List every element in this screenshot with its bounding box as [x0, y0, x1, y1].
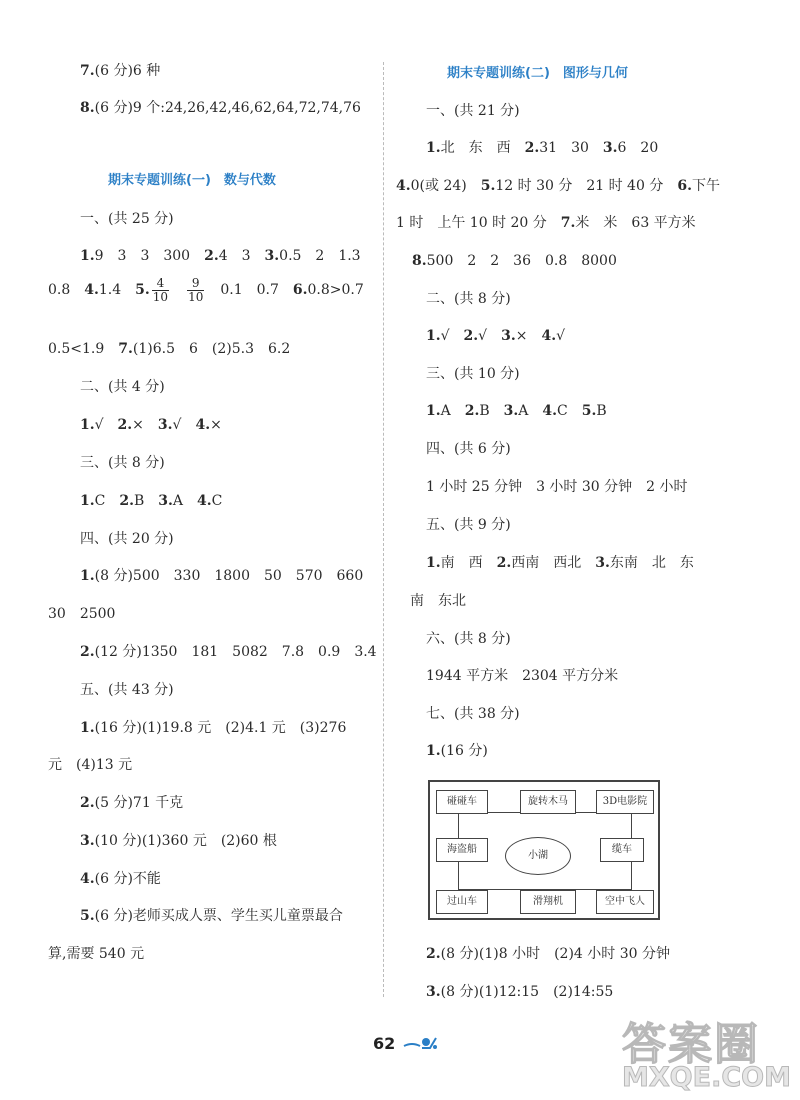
fraction [187, 277, 204, 304]
map-label-box: 滑翔机 [520, 890, 576, 914]
map-label-box: 碰碰车 [436, 790, 488, 814]
part-heading: 四、(共 20 分) [80, 531, 174, 547]
answer-text: 9 3 3 300 [94, 248, 205, 264]
part-heading: 五、(共 9 分) [426, 517, 511, 533]
item-number: 4. [542, 403, 558, 419]
answer-text: (8 分)(1)12:15 (2)14:55 [440, 984, 614, 1000]
answer-text: C [557, 403, 582, 419]
item-number: 3. [602, 140, 618, 156]
item-number: 5. [581, 403, 597, 419]
item-number: 4. [195, 417, 211, 433]
answer-text: (5 分)71 千克 [94, 795, 184, 811]
answer-line [396, 177, 720, 195]
map-label-box: 3D电影院 [596, 790, 654, 814]
item-number: 1. [80, 493, 95, 509]
answer-text: 0.8>0.7 [307, 282, 364, 298]
answer-line: 1944 平方米 2304 平方分米 [426, 668, 619, 684]
answer-line: 算,需要 540 元 [48, 946, 145, 962]
answer-line [80, 247, 361, 265]
answer-line: 1 小时 25 分钟 3 小时 30 分钟 2 小时 [426, 479, 688, 495]
part-heading: 七、(共 38 分) [426, 706, 520, 722]
answer-line [48, 340, 290, 358]
item-number: 2. [496, 555, 512, 571]
part-heading: 二、(共 8 分) [426, 291, 511, 307]
answer-line [80, 567, 363, 585]
answer-text: × [210, 417, 222, 433]
answer-text: 31 30 [539, 140, 603, 156]
item-number: 4. [80, 871, 95, 887]
answer-line [80, 62, 160, 80]
part-heading: 一、(共 25 分) [80, 211, 174, 227]
item-number: 2. [204, 248, 219, 264]
park-map-diagram [428, 780, 660, 920]
answer-text: (16 分)(1)19.8 元 (2)4.1 元 (3)276 [94, 720, 347, 736]
part-heading: 一、(共 21 分) [426, 103, 520, 119]
answer-text: 东南 北 东 [609, 555, 694, 571]
part-heading: 五、(共 43 分) [80, 682, 174, 698]
answer-text: 1 时 上午 10 时 20 分 [396, 215, 561, 231]
answer-text: 0(或 24) [410, 178, 481, 194]
answer-text: 0.5<1.9 [48, 341, 119, 357]
item-number: 1. [426, 403, 441, 419]
answer-line [396, 214, 696, 232]
item-number: 4. [396, 178, 411, 194]
answer-text: 西南 西北 [511, 555, 596, 571]
answer-text: × [515, 328, 542, 344]
answer-line [426, 742, 488, 760]
item-number: 2. [80, 795, 95, 811]
answer-line [426, 327, 565, 345]
map-label-box: 空中飞人 [596, 890, 654, 914]
fraction [152, 277, 169, 304]
item-number: 4. [197, 493, 212, 509]
item-number: 7. [560, 215, 576, 231]
answer-line [426, 945, 670, 963]
answer-text: (6 分)老师买成人票、学生买儿童票最合 [94, 908, 343, 924]
answer-text: (6 分)9 个:24,26,42,46,62,64,72,74,76 [94, 100, 361, 116]
answer-text: (6 分)不能 [94, 871, 161, 887]
fraction-numerator: 9 [187, 277, 204, 291]
answer-line [426, 554, 694, 572]
answer-text: √ [94, 417, 118, 433]
item-number: 1. [80, 417, 95, 433]
answer-text: A [172, 493, 198, 509]
answer-text: C [94, 493, 120, 509]
item-number: 3. [264, 248, 280, 264]
item-number: 3. [157, 417, 173, 433]
answer-line: 30 2500 [48, 606, 116, 622]
page-number: 62 [373, 1034, 396, 1053]
item-number: 3. [503, 403, 519, 419]
part-heading: 三、(共 10 分) [426, 366, 520, 382]
watermark-url: MXQE.COM [622, 1062, 791, 1093]
item-number: 3. [501, 328, 516, 344]
part-heading: 四、(共 6 分) [426, 441, 511, 457]
answer-line [426, 983, 613, 1001]
map-label-box: 过山车 [436, 890, 488, 914]
answer-text: √ [172, 417, 196, 433]
map-label-box: 旋转木马 [520, 790, 576, 814]
answer-text: (6 分)6 种 [94, 63, 161, 79]
answer-line [80, 832, 277, 850]
answer-line [80, 907, 343, 925]
item-number: 3. [158, 493, 173, 509]
answer-line [80, 870, 161, 888]
item-number: 2. [463, 328, 479, 344]
answer-text: 北 东 西 [440, 140, 525, 156]
answer-text: (8 分)(1)8 小时 (2)4 小时 30 分钟 [440, 946, 670, 962]
answer-text: 1.4 [98, 282, 136, 298]
item-number: 6. [292, 282, 308, 298]
answer-text: √ [440, 328, 464, 344]
part-heading: 二、(共 4 分) [80, 379, 165, 395]
item-number: 8. [412, 253, 427, 269]
answer-text: (10 分)(1)360 元 (2)60 根 [94, 833, 277, 849]
item-number: 1. [426, 140, 441, 156]
item-number: 8. [80, 100, 95, 116]
answer-text: 米 米 63 平方米 [575, 215, 696, 231]
answer-text: B [133, 493, 159, 509]
item-number: 3. [426, 984, 441, 1000]
part-heading: 六、(共 8 分) [426, 631, 511, 647]
answer-text: B [596, 403, 607, 419]
item-number: 5. [80, 908, 95, 924]
item-number: 7. [80, 63, 95, 79]
item-number: 3. [595, 555, 610, 571]
answer-line [80, 719, 346, 737]
watermark-logo: 答案圈 [622, 1019, 760, 1070]
answer-text: (8 分)500 330 1800 50 570 660 [94, 568, 364, 584]
item-number: 1. [80, 720, 95, 736]
answer-text: (1)6.5 6 (2)5.3 6.2 [132, 341, 291, 357]
answer-line [412, 252, 617, 270]
item-number: 2. [464, 403, 480, 419]
answer-text: (16 分) [440, 743, 488, 759]
answer-text: B [479, 403, 504, 419]
item-number: 2. [524, 140, 540, 156]
answer-text: (12 分)1350 181 5082 7.8 0.9 3.4 [94, 644, 377, 660]
answer-text: A [440, 403, 465, 419]
fraction-numerator: 4 [152, 277, 169, 291]
item-number: 4. [541, 328, 557, 344]
answer-line [80, 492, 222, 510]
item-number: 1. [426, 743, 441, 759]
item-number: 1. [426, 328, 441, 344]
answer-text: √ [478, 328, 502, 344]
item-number: 4. [84, 282, 99, 298]
map-lake: 小湖 [505, 837, 571, 875]
map-label-box: 缆车 [600, 838, 644, 862]
item-number: 5. [480, 178, 496, 194]
item-number: 7. [118, 341, 133, 357]
answer-text: C [211, 493, 223, 509]
answer-text: A [518, 403, 543, 419]
item-number: 1. [80, 248, 95, 264]
item-number: 2. [117, 417, 133, 433]
item-number: 2. [426, 946, 441, 962]
answer-line [426, 402, 607, 420]
item-number: 2. [80, 644, 95, 660]
answer-line [80, 416, 222, 434]
answer-line [48, 272, 364, 308]
answer-text: 6 20 [617, 140, 659, 156]
item-number: 1. [426, 555, 441, 571]
answer-text: 0.1 0.7 [206, 282, 293, 298]
map-label-box: 海盗船 [436, 838, 488, 862]
answer-text: 500 2 2 36 0.8 8000 [426, 253, 617, 269]
answer-text: 0.5 2 1.3 [279, 248, 361, 264]
answer-line [426, 139, 658, 157]
footer-logo-icon [402, 1032, 442, 1058]
section-title: 期末专题训练(二) 图形与几何 [447, 66, 628, 81]
fraction-denominator: 10 [188, 289, 204, 304]
answer-text: × [132, 417, 158, 433]
answer-line [80, 99, 361, 117]
item-number: 3. [80, 833, 95, 849]
answer-line [80, 794, 183, 812]
fraction-denominator: 10 [152, 289, 169, 304]
item-number: 1. [80, 568, 95, 584]
section-title: 期末专题训练(一) 数与代数 [108, 173, 276, 188]
item-number: 6. [677, 178, 692, 194]
answer-text: 12 时 30 分 21 时 40 分 [495, 178, 678, 194]
answer-line: 元 (4)13 元 [48, 757, 133, 773]
item-number: 5. [135, 282, 150, 298]
answer-text: 4 3 [218, 248, 265, 264]
answer-line: 南 东北 [410, 593, 466, 609]
item-number: 2. [119, 493, 134, 509]
answer-text: √ [556, 328, 565, 344]
answer-text: 下午 [691, 178, 720, 194]
answer-line [80, 643, 377, 661]
column-divider [383, 62, 384, 997]
part-heading: 三、(共 8 分) [80, 455, 165, 471]
answer-text: 南 西 [440, 555, 497, 571]
answer-text: 0.8 [48, 282, 85, 298]
